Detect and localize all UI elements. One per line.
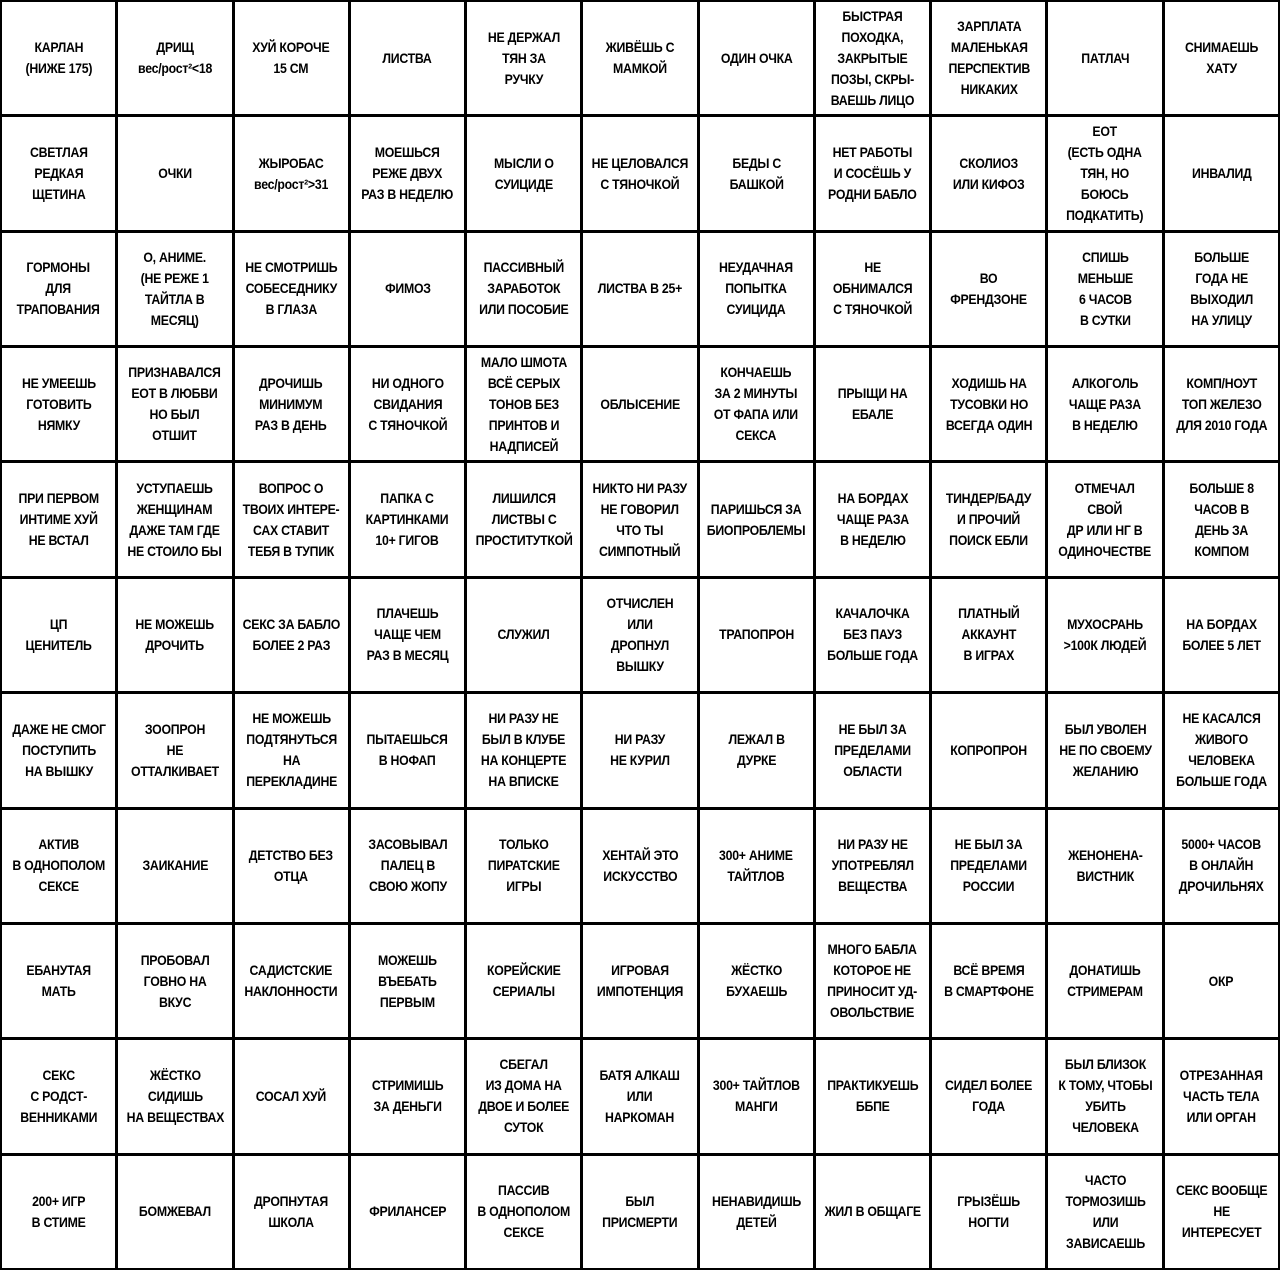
bingo-cell-label: ДРОЧИШЬ МИНИМУМ РАЗ В ДЕНЬ xyxy=(255,374,327,433)
bingo-cell xyxy=(467,117,580,229)
bingo-cell-label: ЦП ЦЕНИТЕЛЬ xyxy=(25,615,92,653)
bingo-cell xyxy=(932,463,1045,575)
bingo-cell xyxy=(932,925,1045,1037)
bingo-cell xyxy=(700,1040,813,1152)
bingo-cell xyxy=(816,348,929,460)
bingo-cell-label: НЕ МОЖЕШЬ ДРОЧИТЬ xyxy=(135,615,215,653)
bingo-cell-label: СЛУЖИЛ xyxy=(497,626,550,643)
bingo-cell xyxy=(2,694,115,806)
bingo-cell xyxy=(816,925,929,1037)
bingo-cell xyxy=(2,579,115,691)
bingo-cell xyxy=(1165,117,1278,229)
bingo-cell xyxy=(467,233,580,345)
bingo-cell-label: ЕБАНУТАЯ МАТЬ xyxy=(26,962,91,1000)
bingo-cell xyxy=(700,579,813,691)
bingo-cell-label: ГРЫЗЁШЬ НОГТИ xyxy=(957,1192,1021,1230)
bingo-cell xyxy=(118,1156,231,1268)
bingo-cell-label: СКОЛИОЗ ИЛИ КИФОЗ xyxy=(953,154,1025,192)
bingo-cell-label: БЕДЫ С БАШКОЙ xyxy=(729,154,784,192)
bingo-cell xyxy=(583,2,696,114)
bingo-cell-label: ПЛАТНЫЙ АККАУНТ В ИГРАХ xyxy=(958,605,1020,664)
bingo-cell xyxy=(1048,694,1161,806)
bingo-cell xyxy=(351,925,464,1037)
bingo-cell-label: ИНВАЛИД xyxy=(1191,165,1252,182)
bingo-cell xyxy=(816,579,929,691)
bingo-cell-label: НЕ КАСАЛСЯ ЖИВОГО ЧЕЛОВЕКА БОЛЬШЕ ГОДА xyxy=(1176,710,1267,790)
bingo-cell-label: ОКР xyxy=(1209,972,1234,989)
bingo-cell-label: СОСАЛ ХУЙ xyxy=(256,1087,327,1104)
bingo-cell xyxy=(1165,694,1278,806)
bingo-cell xyxy=(2,117,115,229)
bingo-cell-label: КОПРОПРОН xyxy=(950,741,1028,758)
bingo-cell xyxy=(583,579,696,691)
bingo-cell xyxy=(235,348,348,460)
bingo-cell xyxy=(816,694,929,806)
bingo-cell xyxy=(467,1040,580,1152)
bingo-cell xyxy=(2,1040,115,1152)
bingo-cell-label: ГОРМОНЫ ДЛЯ ТРАПОВАНИЯ xyxy=(17,259,101,318)
bingo-cell-label: 200+ ИГР В СТИМЕ xyxy=(31,1192,86,1230)
bingo-cell xyxy=(583,694,696,806)
bingo-cell-label: СНИМАЕШЬ ХАТУ xyxy=(1184,39,1258,77)
bingo-cell xyxy=(118,694,231,806)
bingo-cell-label: САДИСТСКИЕ НАКЛОННОСТИ xyxy=(244,962,338,1000)
bingo-cell xyxy=(700,463,813,575)
bingo-cell xyxy=(583,1156,696,1268)
bingo-cell xyxy=(235,1156,348,1268)
bingo-cell xyxy=(932,233,1045,345)
bingo-cell xyxy=(700,233,813,345)
bingo-cell xyxy=(583,233,696,345)
bingo-cell-label: ДАЖЕ НЕ СМОГ ПОСТУПИТЬ НА ВЫШКУ xyxy=(11,720,106,779)
bingo-cell-label: МОЕШЬСЯ РЕЖЕ ДВУХ РАЗ В НЕДЕЛЮ xyxy=(361,144,454,203)
bingo-cell xyxy=(235,1040,348,1152)
bingo-cell-label: 300+ АНИМЕ ТАЙТЛОВ xyxy=(719,846,794,884)
bingo-cell-label: МАЛО ШМОТА ВСЁ СЕРЫХ ТОНОВ БЕЗ ПРИНТОВ И НАДПИСЕЙ xyxy=(480,353,567,454)
bingo-cell xyxy=(2,925,115,1037)
bingo-cell xyxy=(467,579,580,691)
bingo-cell xyxy=(2,233,115,345)
bingo-cell xyxy=(351,463,464,575)
bingo-cell-label: ОТЧИСЛЕН ИЛИ ДРОПНУЛ ВЫШКУ xyxy=(606,594,674,674)
bingo-cell-label: КОРЕЙСКИЕ СЕРИАЛЫ xyxy=(486,962,561,1000)
bingo-cell-label: БОЛЬШЕ 8 ЧАСОВ В ДЕНЬ ЗА КОМПОМ xyxy=(1189,479,1254,559)
bingo-cell xyxy=(351,810,464,922)
bingo-cell xyxy=(235,463,348,575)
bingo-cell xyxy=(1165,463,1278,575)
bingo-cell xyxy=(2,348,115,460)
bingo-cell xyxy=(118,117,231,229)
bingo-cell-label: ТРАПОПРОН xyxy=(718,626,794,643)
bingo-cell-label: 5000+ ЧАСОВ В ОНЛАЙН ДРОЧИЛЬНЯХ xyxy=(1178,836,1264,895)
bingo-cell-label: ЧАСТО ТОРМОЗИШЬ ИЛИ ЗАВИСАЕШЬ xyxy=(1065,1171,1146,1251)
bingo-cell-label: ИГРОВАЯ ИМПОТЕНЦИЯ xyxy=(596,962,684,1000)
bingo-cell-label: ХУЙ КОРОЧЕ 15 СМ xyxy=(252,39,330,77)
bingo-cell xyxy=(700,1156,813,1268)
bingo-cell-label: СИДЕЛ БОЛЕЕ ГОДА xyxy=(945,1077,1033,1115)
bingo-cell-label: БЫЛ УВОЛЕН НЕ ПО СВОЕМУ ЖЕЛАНИЮ xyxy=(1058,720,1152,779)
bingo-cell xyxy=(932,579,1045,691)
bingo-cell xyxy=(118,463,231,575)
bingo-cell-label: НИ ОДНОГО СВИДАНИЯ С ТЯНОЧКОЙ xyxy=(367,374,447,433)
bingo-cell xyxy=(351,694,464,806)
bingo-cell-label: ПРАКТИКУЕШЬ ББПЕ xyxy=(826,1077,919,1115)
bingo-cell-label: ВОПРОС О ТВОИХ ИНТЕРЕ- САХ СТАВИТ ТЕБЯ В ТУПИК xyxy=(242,479,340,559)
bingo-cell xyxy=(118,233,231,345)
bingo-cell-label: ДОНАТИШЬ СТРИМЕРАМ xyxy=(1067,962,1143,1000)
bingo-cell-label: ПАССИВ В ОДНОПОЛОМ СЕКСЕ xyxy=(477,1182,571,1241)
bingo-cell xyxy=(583,925,696,1037)
bingo-cell xyxy=(467,2,580,114)
bingo-cell xyxy=(1048,348,1161,460)
bingo-cell-label: СЕКС ВООБЩЕ НЕ ИНТЕРЕСУЕТ xyxy=(1175,1182,1267,1241)
bingo-cell-label: ВО ФРЕНДЗОНЕ xyxy=(950,269,1028,307)
bingo-cell-label: НЕТ РАБОТЫ И СОСЁШЬ У РОДНИ БАБЛО xyxy=(828,144,917,203)
bingo-cell xyxy=(932,1040,1045,1152)
bingo-cell xyxy=(235,925,348,1037)
bingo-cell-label: БЫЛ БЛИЗОК К ТОМУ, ЧТОБЫ УБИТЬ ЧЕЛОВЕКА xyxy=(1058,1056,1153,1136)
bingo-cell xyxy=(351,233,464,345)
bingo-cell-label: НЕ ДЕРЖАЛ ТЯН ЗА РУЧКУ xyxy=(487,28,560,87)
bingo-cell-label: ЖЁСТКО БУХАЕШЬ xyxy=(725,962,787,1000)
bingo-cell xyxy=(118,348,231,460)
bingo-cell xyxy=(700,2,813,114)
bingo-cell xyxy=(351,348,464,460)
bingo-cell xyxy=(467,348,580,460)
bingo-cell-label: ФРИЛАНСЕР xyxy=(368,1203,446,1220)
bingo-cell-label: НЕ СМОТРИШЬ СОБЕСЕДНИКУ В ГЛАЗА xyxy=(245,259,338,318)
bingo-cell-label: НЕ ЦЕЛОВАЛСЯ С ТЯНОЧКОЙ xyxy=(591,154,689,192)
bingo-cell xyxy=(816,2,929,114)
bingo-cell-label: ПРИЗНАВАЛСЯ ЕОТ В ЛЮБВИ НО БЫЛ ОТШИТ xyxy=(128,364,222,444)
bingo-cell-label: ФИМОЗ xyxy=(384,280,431,297)
bingo-cell xyxy=(816,1040,929,1152)
bingo-cell-label: НИ РАЗУ НЕ БЫЛ В КЛУБЕ НА КОНЦЕРТЕ НА ВПИСКЕ xyxy=(481,710,567,790)
bingo-cell xyxy=(1048,810,1161,922)
bingo-cell-label: НА БОРДАХ ЧАЩЕ РАЗА В НЕДЕЛЮ xyxy=(836,490,909,549)
bingo-cell-label: ЛИШИЛСЯ ЛИСТВЫ С ПРОСТИТУТКОЙ xyxy=(475,490,573,549)
bingo-cell-label: УСТУПАЕШЬ ЖЕНЩИНАМ ДАЖЕ ТАМ ГДЕ НЕ СТОИЛО БЫ xyxy=(127,479,222,559)
bingo-cell-label: СЕКС С РОДСТ- ВЕННИКАМИ xyxy=(20,1066,98,1125)
bingo-cell xyxy=(816,463,929,575)
bingo-cell-label: МНОГО БАБЛА КОТОРОЕ НЕ ПРИНОСИТ УД- ОВОЛЬСТВИЕ xyxy=(827,941,918,1021)
bingo-cell-label: ВСЁ ВРЕМЯ В СМАРТФОНЕ xyxy=(943,962,1034,1000)
bingo-cell-label: ЖЫРОБАС вес/рост²>31 xyxy=(254,154,329,192)
bingo-cell xyxy=(816,117,929,229)
bingo-cell-label: НИ РАЗУ НЕ КУРИЛ xyxy=(610,731,670,769)
bingo-cell-label: ОЧКИ xyxy=(158,165,192,182)
bingo-cell-label: ЛЕЖАЛ В ДУРКЕ xyxy=(728,731,785,769)
bingo-cell xyxy=(467,463,580,575)
bingo-cell-label: ОБЛЫСЕНИЕ xyxy=(600,395,680,412)
bingo-cell xyxy=(235,694,348,806)
bingo-cell-label: ЗООПРОН НЕ ОТТАЛКИВАЕТ xyxy=(130,720,219,779)
bingo-cell-label: БОМЖЕВАЛ xyxy=(138,1203,211,1220)
bingo-cell xyxy=(467,925,580,1037)
bingo-cell xyxy=(932,694,1045,806)
bingo-cell-label: НИ РАЗУ НЕ УПОТРЕБЛЯЛ ВЕЩЕСТВА xyxy=(831,836,914,895)
bingo-cell-label: МОЖЕШЬ ВЪЕБАТЬ ПЕРВЫМ xyxy=(378,951,437,1010)
bingo-cell xyxy=(1048,233,1161,345)
bingo-cell-label: СТРИМИШЬ ЗА ДЕНЬГИ xyxy=(371,1077,444,1115)
bingo-cell-label: НИКТО НИ РАЗУ НЕ ГОВОРИЛ ЧТО ТЫ СИМПОТНЫЙ xyxy=(592,479,688,559)
bingo-cell-label: КАРЛАН (НИЖЕ 175) xyxy=(25,39,92,77)
bingo-cell-label: 300+ ТАЙТЛОВ МАНГИ xyxy=(712,1077,800,1115)
bingo-cell xyxy=(235,2,348,114)
bingo-cell xyxy=(816,233,929,345)
bingo-cell-label: БЫЛ ПРИСМЕРТИ xyxy=(602,1192,678,1230)
bingo-cell-label: КОМП/НОУТ ТОП ЖЕЛЕЗО ДЛЯ 2010 ГОДА xyxy=(1175,374,1267,433)
bingo-cell xyxy=(1165,810,1278,922)
bingo-cell-label: ЕОТ (ЕСТЬ ОДНА ТЯН, НО БОЮСЬ ПОДКАТИТЬ) xyxy=(1066,123,1144,224)
bingo-cell-label: ЛИСТВА xyxy=(382,49,433,66)
bingo-cell-label: ПРОБОВАЛ ГОВНО НА ВКУС xyxy=(140,951,210,1010)
bingo-cell xyxy=(118,810,231,922)
bingo-cell-label: ЖЕНОНЕНА- ВИСТНИК xyxy=(1067,846,1143,884)
bingo-cell-label: ЗАИКАНИЕ xyxy=(142,857,208,874)
bingo-cell-label: ЖЁСТКО СИДИШЬ НА ВЕЩЕСТВАХ xyxy=(126,1066,224,1125)
bingo-cell-label: ПАРИШЬСЯ ЗА БИОПРОБЛЕМЫ xyxy=(706,500,806,538)
bingo-cell xyxy=(700,694,813,806)
bingo-cell-label: СВЕТЛАЯ РЕДКАЯ ЩЕТИНА xyxy=(29,144,88,203)
bingo-cell xyxy=(932,348,1045,460)
bingo-cell xyxy=(351,2,464,114)
bingo-cell xyxy=(2,463,115,575)
bingo-cell xyxy=(1048,579,1161,691)
bingo-cell xyxy=(700,117,813,229)
bingo-cell-label: НЕ ОБНИМАЛСЯ С ТЯНОЧКОЙ xyxy=(832,259,913,318)
bingo-cell-label: МЫСЛИ О СУИЦИДЕ xyxy=(493,154,554,192)
bingo-cell-label: НА БОРДАХ БОЛЕЕ 5 ЛЕТ xyxy=(1182,615,1261,653)
bingo-cell-label: СБЕГАЛ ИЗ ДОМА НА ДВОЕ И БОЛЕЕ СУТОК xyxy=(478,1056,570,1136)
bingo-cell-label: ТИНДЕР/БАДУ И ПРОЧИЙ ПОИСК ЕБЛИ xyxy=(946,490,1032,549)
bingo-cell xyxy=(700,348,813,460)
bingo-cell-label: ПЫТАЕШЬСЯ В НОФАП xyxy=(366,731,448,769)
bingo-cell-label: ТОЛЬКО ПИРАТСКИЕ ИГРЫ xyxy=(487,836,560,895)
bingo-cell-label: КАЧАЛОЧКА БЕЗ ПАУЗ БОЛЬШЕ ГОДА xyxy=(827,605,918,664)
bingo-cell-label: КОНЧАЕШЬ ЗА 2 МИНУТЫ ОТ ФАПА ИЛИ СЕКСА xyxy=(714,364,799,444)
bingo-cell xyxy=(118,1040,231,1152)
bingo-cell xyxy=(583,1040,696,1152)
bingo-cell-label: ДРОПНУТАЯ ШКОЛА xyxy=(254,1192,329,1230)
bingo-cell-label: ОДИН ОЧКА xyxy=(720,49,793,66)
bingo-cell xyxy=(700,925,813,1037)
bingo-cell xyxy=(1165,579,1278,691)
bingo-cell-label: ПЛАЧЕШЬ ЧАЩЕ ЧЕМ РАЗ В МЕСЯЦ xyxy=(366,605,449,664)
bingo-cell xyxy=(1048,463,1161,575)
bingo-cell-label: БОЛЬШЕ ГОДА НЕ ВЫХОДИЛ НА УЛИЦУ xyxy=(1189,248,1253,328)
bingo-cell xyxy=(583,117,696,229)
bingo-cell xyxy=(467,694,580,806)
bingo-cell xyxy=(1165,2,1278,114)
bingo-cell-label: ДРИЩ вес/рост²<18 xyxy=(137,39,212,77)
bingo-cell-label: АЛКОГОЛЬ ЧАЩЕ РАЗА В НЕДЕЛЮ xyxy=(1069,374,1142,433)
bingo-cell-label: ЖИЛ В ОБЩАГЕ xyxy=(824,1203,921,1220)
bingo-cell-label: БЫСТРАЯ ПОХОДКА, ЗАКРЫТЫЕ ПОЗЫ, СКРЫ- ВАЕШЬ ЛИЦО xyxy=(830,7,915,108)
bingo-cell-label: ПАССИВНЫЙ ЗАРАБОТОК ИЛИ ПОСОБИЕ xyxy=(479,259,569,318)
bingo-cell-label: ЛИСТВА В 25+ xyxy=(597,280,683,297)
bingo-cell-label: НЕ УМЕЕШЬ ГОТОВИТЬ НЯМКУ xyxy=(21,374,96,433)
bingo-cell xyxy=(932,117,1045,229)
bingo-cell-label: МУХОСРАНЬ >100К ЛЮДЕЙ xyxy=(1063,615,1147,653)
bingo-cell-label: СПИШЬ МЕНЬШЕ 6 ЧАСОВ В СУТКИ xyxy=(1077,248,1133,328)
bingo-cell-label: ДЕТСТВО БЕЗ ОТЦА xyxy=(249,846,334,884)
bingo-cell xyxy=(583,348,696,460)
bingo-cell-label: НЕ БЫЛ ЗА ПРЕДЕЛАМИ РОССИИ xyxy=(950,836,1028,895)
bingo-cell-label: НЕ БЫЛ ЗА ПРЕДЕЛАМИ ОБЛАСТИ xyxy=(834,720,911,779)
bingo-cell xyxy=(235,810,348,922)
bingo-cell xyxy=(2,810,115,922)
bingo-cell-label: ХЕНТАЙ ЭТО ИСКУССТВО xyxy=(601,846,679,884)
bingo-cell xyxy=(1165,1156,1278,1268)
bingo-cell xyxy=(1048,925,1161,1037)
bingo-cell xyxy=(235,117,348,229)
bingo-cell xyxy=(816,810,929,922)
bingo-cell xyxy=(351,117,464,229)
bingo-cell xyxy=(351,579,464,691)
bingo-cell xyxy=(1165,1040,1278,1152)
bingo-cell-label: АКТИВ В ОДНОПОЛОМ СЕКСЕ xyxy=(12,836,105,895)
bingo-cell-label: НЕНАВИДИШЬ ДЕТЕЙ xyxy=(711,1192,801,1230)
bingo-cell xyxy=(118,579,231,691)
bingo-cell xyxy=(1165,233,1278,345)
bingo-cell xyxy=(932,1156,1045,1268)
bingo-cell-label: ПРЫЩИ НА ЕБАЛЕ xyxy=(837,385,908,423)
bingo-cell-label: ЗАРПЛАТА МАЛЕНЬКАЯ ПЕРСПЕКТИВ НИКАКИХ xyxy=(948,18,1030,98)
bingo-cell xyxy=(816,1156,929,1268)
bingo-cell-label: НЕУДАЧНАЯ ПОПЫТКА СУИЦИДА xyxy=(719,259,794,318)
bingo-cell xyxy=(351,1156,464,1268)
bingo-cell xyxy=(583,463,696,575)
bingo-cell xyxy=(932,2,1045,114)
bingo-cell xyxy=(351,1040,464,1152)
bingo-cell xyxy=(1165,348,1278,460)
bingo-cell-label: ПРИ ПЕРВОМ ИНТИМЕ ХУЙ НЕ ВСТАЛ xyxy=(18,490,99,549)
bingo-cell-label: ОТРЕЗАННАЯ ЧАСТЬ ТЕЛА ИЛИ ОРГАН xyxy=(1179,1066,1263,1125)
bingo-cell-label: ПАТЛАЧ xyxy=(1081,49,1130,66)
bingo-cell-label: ЗАСОВЫВАЛ ПАЛЕЦ В СВОЮ ЖОПУ xyxy=(367,836,447,895)
bingo-cell xyxy=(118,925,231,1037)
bingo-cell xyxy=(235,233,348,345)
bingo-cell-label: ОТМЕЧАЛ СВОЙ ДР ИЛИ НГ В ОДИНОЧЕСТВЕ xyxy=(1058,479,1152,559)
bingo-cell xyxy=(700,810,813,922)
bingo-cell-label: СЕКС ЗА БАБЛО БОЛЕЕ 2 РАЗ xyxy=(242,615,340,653)
bingo-cell xyxy=(467,810,580,922)
bingo-cell xyxy=(1048,1040,1161,1152)
bingo-cell xyxy=(467,1156,580,1268)
bingo-cell xyxy=(235,579,348,691)
bingo-cell xyxy=(1048,2,1161,114)
bingo-cell-label: О, АНИМЕ. (НЕ РЕЖЕ 1 ТАЙТЛА В МЕСЯЦ) xyxy=(140,248,209,328)
bingo-cell xyxy=(583,810,696,922)
bingo-cell-label: БАТЯ АЛКАШ ИЛИ НАРКОМАН xyxy=(599,1066,681,1125)
bingo-cell xyxy=(2,2,115,114)
bingo-cell xyxy=(932,810,1045,922)
bingo-cell xyxy=(1048,117,1161,229)
bingo-cell xyxy=(1165,925,1278,1037)
bingo-cell-label: НЕ МОЖЕШЬ ПОДТЯНУТЬСЯ НА ПЕРЕКЛАДИНЕ xyxy=(245,710,337,790)
bingo-cell xyxy=(2,1156,115,1268)
bingo-cell-label: ЖИВЁШЬ С МАМКОЙ xyxy=(605,39,675,77)
bingo-cell-label: ХОДИШЬ НА ТУСОВКИ НО ВСЕГДА ОДИН xyxy=(945,374,1032,433)
bingo-cell xyxy=(118,2,231,114)
bingo-cell xyxy=(1048,1156,1161,1268)
bingo-cell-label: ПАПКА С КАРТИНКАМИ 10+ ГИГОВ xyxy=(366,490,449,549)
